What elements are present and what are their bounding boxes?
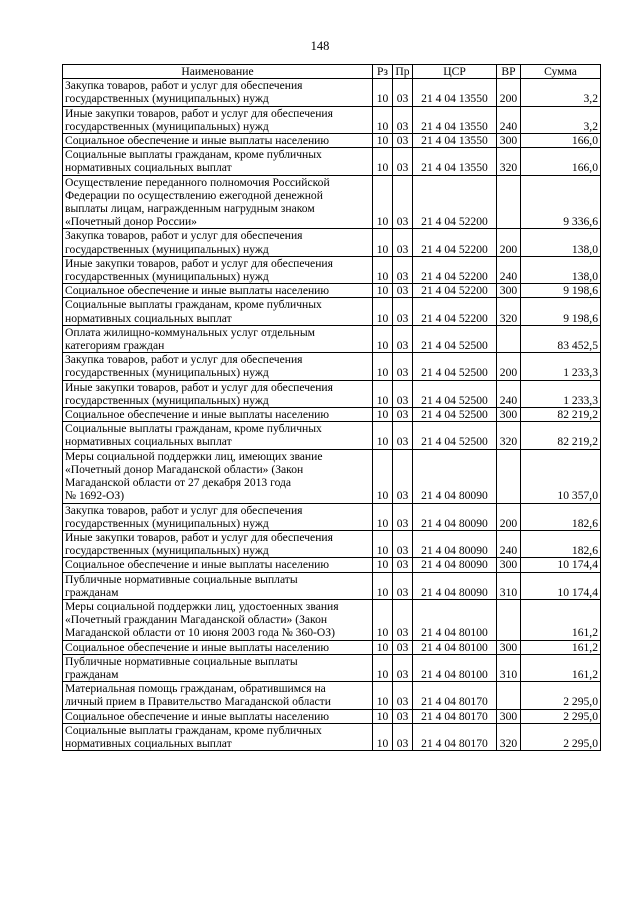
row-pr: 03 (393, 229, 413, 256)
table-row (63, 325, 601, 352)
row-sum: 182,6 (521, 530, 601, 557)
row-rz: 10 (373, 229, 393, 256)
row-pr: 03 (393, 284, 413, 298)
row-csr: 21 4 04 52200 (413, 284, 497, 298)
row-csr: 21 4 04 52500 (413, 408, 497, 422)
row-pr: 03 (393, 134, 413, 148)
row-name: Социальные выплаты гражданам, кроме публичных нормативных социальных выплат (63, 298, 373, 325)
row-pr: 03 (393, 503, 413, 530)
row-name: Социальное обеспечение и иные выплаты населению (63, 640, 373, 654)
row-csr: 21 4 04 13550 (413, 106, 497, 133)
row-sum: 9 198,6 (521, 298, 601, 325)
row-vr: 310 (497, 654, 521, 681)
row-name: Закупка товаров, работ и услуг для обеспечения государственных (муниципальных) нужд (63, 353, 373, 380)
row-vr: 300 (497, 134, 521, 148)
row-csr: 21 4 04 80090 (413, 449, 497, 503)
row-rz: 10 (373, 79, 393, 106)
row-csr: 21 4 04 52500 (413, 422, 497, 449)
row-csr: 21 4 04 80090 (413, 558, 497, 572)
row-name: Иные закупки товаров, работ и услуг для обеспечения государственных (муниципальных) нужд (63, 530, 373, 557)
row-rz: 10 (373, 723, 393, 750)
row-name: Закупка товаров, работ и услуг для обеспечения государственных (муниципальных) нужд (63, 79, 373, 106)
row-vr: 300 (497, 408, 521, 422)
row-sum: 1 233,3 (521, 380, 601, 407)
row-csr: 21 4 04 80100 (413, 599, 497, 640)
table-row (63, 298, 601, 325)
row-vr: 200 (497, 353, 521, 380)
row-name: Социальное обеспечение и иные выплаты населению (63, 134, 373, 148)
row-name: Социальное обеспечение и иные выплаты населению (63, 284, 373, 298)
row-rz: 10 (373, 325, 393, 352)
row-sum: 82 219,2 (521, 408, 601, 422)
row-sum: 161,2 (521, 640, 601, 654)
row-sum: 182,6 (521, 503, 601, 530)
row-csr: 21 4 04 80090 (413, 530, 497, 557)
row-csr: 21 4 04 80100 (413, 654, 497, 681)
row-csr: 21 4 04 80090 (413, 572, 497, 599)
row-rz: 10 (373, 530, 393, 557)
row-csr: 21 4 04 13550 (413, 134, 497, 148)
row-sum: 166,0 (521, 148, 601, 175)
row-vr: 300 (497, 558, 521, 572)
row-name: Иные закупки товаров, работ и услуг для обеспечения государственных (муниципальных) нужд (63, 106, 373, 133)
row-sum: 82 219,2 (521, 422, 601, 449)
table-row (63, 422, 601, 449)
row-vr (497, 175, 521, 229)
row-csr: 21 4 04 52200 (413, 298, 497, 325)
budget-table (62, 64, 601, 751)
row-pr: 03 (393, 298, 413, 325)
row-vr: 320 (497, 148, 521, 175)
row-rz: 10 (373, 558, 393, 572)
row-rz: 10 (373, 449, 393, 503)
row-vr: 320 (497, 298, 521, 325)
row-rz: 10 (373, 380, 393, 407)
table-row (63, 229, 601, 256)
row-sum: 2 295,0 (521, 709, 601, 723)
row-sum: 9 336,6 (521, 175, 601, 229)
row-sum: 3,2 (521, 106, 601, 133)
row-sum: 83 452,5 (521, 325, 601, 352)
row-rz: 10 (373, 654, 393, 681)
table-row (63, 558, 601, 572)
row-rz: 10 (373, 572, 393, 599)
row-name: Меры социальной поддержки лиц, имеющих звание «Почетный донор Магаданской области» (Закон Магаданской области от 27 декабря 2013 года № 1692-ОЗ) (63, 449, 373, 503)
row-pr: 03 (393, 256, 413, 283)
row-sum: 2 295,0 (521, 723, 601, 750)
table-row (63, 284, 601, 298)
row-rz: 10 (373, 503, 393, 530)
row-rz: 10 (373, 408, 393, 422)
row-rz: 10 (373, 148, 393, 175)
row-name: Социальные выплаты гражданам, кроме публичных нормативных социальных выплат (63, 422, 373, 449)
row-vr (497, 599, 521, 640)
row-pr: 03 (393, 422, 413, 449)
row-vr: 320 (497, 723, 521, 750)
table-row (63, 640, 601, 654)
row-csr: 21 4 04 80170 (413, 723, 497, 750)
table-row (63, 175, 601, 229)
row-name: Публичные нормативные социальные выплаты гражданам (63, 572, 373, 599)
row-pr: 03 (393, 558, 413, 572)
row-csr: 21 4 04 80170 (413, 682, 497, 709)
row-pr: 03 (393, 599, 413, 640)
row-rz: 10 (373, 106, 393, 133)
row-name: Материальная помощь гражданам, обратившимся на личный прием в Правительство Магаданской области (63, 682, 373, 709)
row-sum: 138,0 (521, 256, 601, 283)
row-rz: 10 (373, 353, 393, 380)
row-sum: 9 198,6 (521, 284, 601, 298)
row-name: Социальное обеспечение и иные выплаты населению (63, 558, 373, 572)
row-vr: 200 (497, 229, 521, 256)
row-rz: 10 (373, 640, 393, 654)
table-body (63, 79, 601, 751)
row-name: Иные закупки товаров, работ и услуг для обеспечения государственных (муниципальных) нужд (63, 256, 373, 283)
row-sum: 10 357,0 (521, 449, 601, 503)
row-csr: 21 4 04 52200 (413, 175, 497, 229)
table-row (63, 530, 601, 557)
row-pr: 03 (393, 106, 413, 133)
table-row (63, 148, 601, 175)
row-pr: 03 (393, 408, 413, 422)
row-sum: 3,2 (521, 79, 601, 106)
row-name: Социальное обеспечение и иные выплаты населению (63, 709, 373, 723)
row-name: Публичные нормативные социальные выплаты гражданам (63, 654, 373, 681)
row-csr: 21 4 04 52200 (413, 256, 497, 283)
table-row (63, 79, 601, 106)
row-sum: 161,2 (521, 654, 601, 681)
header-name: Наименование (63, 65, 373, 79)
header-rz: Рз (373, 65, 393, 79)
row-vr: 320 (497, 422, 521, 449)
row-csr: 21 4 04 52500 (413, 325, 497, 352)
header-sum: Сумма (521, 65, 601, 79)
row-pr: 03 (393, 682, 413, 709)
row-name: Социальное обеспечение и иные выплаты населению (63, 408, 373, 422)
row-rz: 10 (373, 256, 393, 283)
row-sum: 161,2 (521, 599, 601, 640)
row-pr: 03 (393, 449, 413, 503)
page-number: 148 (310, 39, 330, 53)
row-vr: 300 (497, 640, 521, 654)
row-sum: 138,0 (521, 229, 601, 256)
row-csr: 21 4 04 52500 (413, 380, 497, 407)
row-csr: 21 4 04 52500 (413, 353, 497, 380)
row-csr: 21 4 04 13550 (413, 148, 497, 175)
table-row (63, 449, 601, 503)
row-pr: 03 (393, 380, 413, 407)
row-pr: 03 (393, 148, 413, 175)
row-name: Иные закупки товаров, работ и услуг для обеспечения государственных (муниципальных) нужд (63, 380, 373, 407)
row-sum: 10 174,4 (521, 558, 601, 572)
table-row (63, 256, 601, 283)
header-csr: ЦСР (413, 65, 497, 79)
row-sum: 166,0 (521, 134, 601, 148)
header-row (63, 65, 601, 79)
row-pr: 03 (393, 353, 413, 380)
row-csr: 21 4 04 52200 (413, 229, 497, 256)
table-row (63, 408, 601, 422)
row-rz: 10 (373, 298, 393, 325)
row-pr: 03 (393, 640, 413, 654)
row-rz: 10 (373, 682, 393, 709)
table-row (63, 654, 601, 681)
table-row (63, 106, 601, 133)
row-vr: 200 (497, 503, 521, 530)
table-row (63, 599, 601, 640)
row-name: Оплата жилищно-коммунальных услуг отдельным категориям граждан (63, 325, 373, 352)
row-pr: 03 (393, 530, 413, 557)
row-name: Меры социальной поддержки лиц, удостоенных звания «Почетный гражданин Магаданской области» (Закон Магаданской области от 10 июня 2003 года № 360-ОЗ) (63, 599, 373, 640)
row-vr (497, 682, 521, 709)
row-vr: 240 (497, 530, 521, 557)
header-vr: ВР (497, 65, 521, 79)
row-rz: 10 (373, 709, 393, 723)
row-vr: 310 (497, 572, 521, 599)
table-row (63, 572, 601, 599)
row-sum: 1 233,3 (521, 353, 601, 380)
table-row (63, 134, 601, 148)
row-pr: 03 (393, 709, 413, 723)
row-pr: 03 (393, 175, 413, 229)
row-rz: 10 (373, 134, 393, 148)
table-row (63, 723, 601, 750)
row-pr: 03 (393, 572, 413, 599)
row-vr (497, 449, 521, 503)
row-sum: 10 174,4 (521, 572, 601, 599)
row-pr: 03 (393, 723, 413, 750)
row-rz: 10 (373, 599, 393, 640)
table-row (63, 709, 601, 723)
table-row (63, 353, 601, 380)
row-name: Социальные выплаты гражданам, кроме публичных нормативных социальных выплат (63, 723, 373, 750)
row-rz: 10 (373, 284, 393, 298)
row-name: Закупка товаров, работ и услуг для обеспечения государственных (муниципальных) нужд (63, 229, 373, 256)
row-pr: 03 (393, 654, 413, 681)
row-vr: 200 (497, 79, 521, 106)
row-rz: 10 (373, 422, 393, 449)
table-row (63, 682, 601, 709)
row-vr: 240 (497, 106, 521, 133)
row-vr (497, 325, 521, 352)
row-vr: 240 (497, 380, 521, 407)
row-vr: 240 (497, 256, 521, 283)
row-vr: 300 (497, 709, 521, 723)
table-row (63, 380, 601, 407)
row-rz: 10 (373, 175, 393, 229)
row-pr: 03 (393, 79, 413, 106)
header-pr: Пр (393, 65, 413, 79)
row-name: Социальные выплаты гражданам, кроме публичных нормативных социальных выплат (63, 148, 373, 175)
table-row (63, 503, 601, 530)
row-name: Осуществление переданного полномочия Российской Федерации по осуществлению ежегодной денежной выплаты лицам, награжденным нагрудным знаком «Почетный донор России» (63, 175, 373, 229)
row-pr: 03 (393, 325, 413, 352)
row-vr: 300 (497, 284, 521, 298)
row-csr: 21 4 04 80100 (413, 640, 497, 654)
row-name: Закупка товаров, работ и услуг для обеспечения государственных (муниципальных) нужд (63, 503, 373, 530)
row-sum: 2 295,0 (521, 682, 601, 709)
row-csr: 21 4 04 80170 (413, 709, 497, 723)
row-csr: 21 4 04 13550 (413, 79, 497, 106)
row-csr: 21 4 04 80090 (413, 503, 497, 530)
